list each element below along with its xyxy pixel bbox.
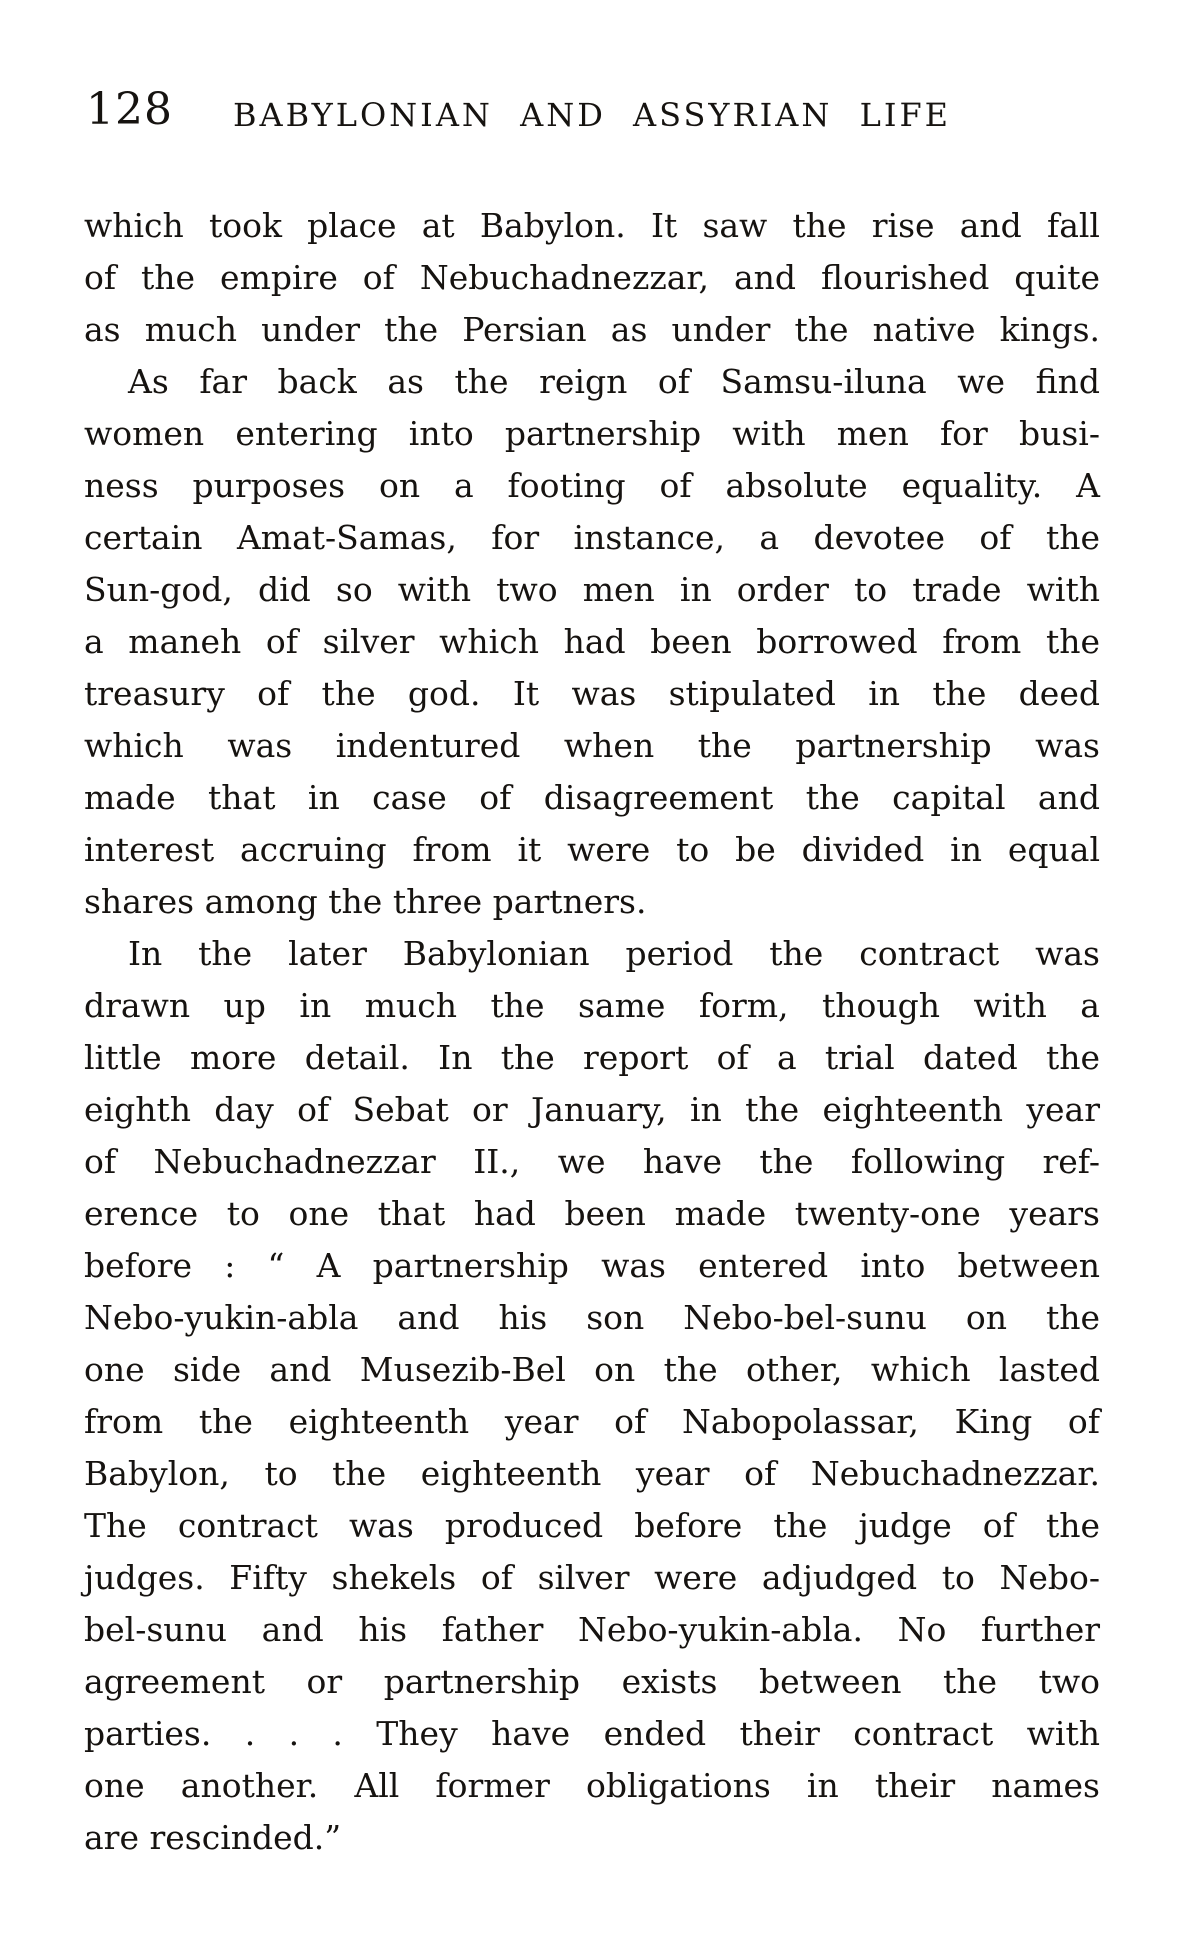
text-line: of Nebuchadnezzar II., we have the following ref- [84, 1142, 1100, 1181]
text-line: The contract was produced before the judge of the [84, 1506, 1100, 1545]
text-line: Babylon, to the eighteenth year of Nebuchadnezzar. [84, 1454, 1100, 1493]
text-line: drawn up in much the same form, though with a [84, 986, 1100, 1025]
text-line: certain Amat-Samas, for instance, a devotee of the [84, 518, 1100, 557]
text-line: one another. All former obligations in their names [84, 1766, 1100, 1805]
text-line: Sun-god, did so with two men in order to trade with [84, 570, 1100, 609]
text-line: women entering into partnership with men for busi- [84, 414, 1100, 453]
text-line: made that in case of disagreement the capital and [84, 778, 1100, 817]
text-line: treasury of the god. It was stipulated in the deed [84, 674, 1100, 713]
text-line: one side and Musezib-Bel on the other, which lasted [84, 1350, 1100, 1389]
text-line: eighth day of Sebat or January, in the eighteenth year [84, 1090, 1100, 1129]
page-header [84, 84, 1100, 140]
text-line: agreement or partnership exists between the two [84, 1662, 1100, 1701]
text-line: ness purposes on a footing of absolute equality. A [84, 466, 1100, 505]
text-line: before : “ A partnership was entered into between [84, 1246, 1100, 1285]
paragraph [84, 200, 1100, 356]
paragraph [84, 928, 1100, 1864]
text-line: of the empire of Nebuchadnezzar, and flourished quite [84, 258, 1100, 297]
text-line: interest accruing from it were to be divided in equal [84, 830, 1100, 869]
text-line: Nebo-yukin-abla and his son Nebo-bel-sunu on the [84, 1298, 1100, 1337]
paragraph [84, 356, 1100, 928]
text-line: little more detail. In the report of a trial dated the [84, 1038, 1100, 1077]
text-line: a maneh of silver which had been borrowed from the [84, 622, 1100, 661]
text-line: which was indentured when the partnership was [84, 726, 1100, 765]
text-line: are rescinded.” [84, 1818, 342, 1857]
page-number: 128 [86, 84, 173, 135]
page-body [84, 200, 1100, 1864]
running-title: BABYLONIAN AND ASSYRIAN LIFE [232, 96, 952, 134]
text-line: bel-sunu and his father Nebo-yukin-abla. No further [84, 1610, 1100, 1649]
text-line: In the later Babylonian period the contract was [128, 934, 1100, 973]
text-line: shares among the three partners. [84, 882, 647, 921]
text-line: as much under the Persian as under the native kings. [84, 310, 1100, 349]
text-line: from the eighteenth year of Nabopolassar, King of [84, 1402, 1100, 1441]
text-line: parties. . . . They have ended their contract with [84, 1714, 1100, 1753]
text-line: erence to one that had been made twenty-one years [84, 1194, 1100, 1233]
text-line: judges. Fifty shekels of silver were adjudged to Nebo- [84, 1558, 1100, 1597]
text-line: which took place at Babylon. It saw the rise and fall [84, 206, 1100, 245]
text-line: As far back as the reign of Samsu-iluna we find [128, 362, 1100, 401]
